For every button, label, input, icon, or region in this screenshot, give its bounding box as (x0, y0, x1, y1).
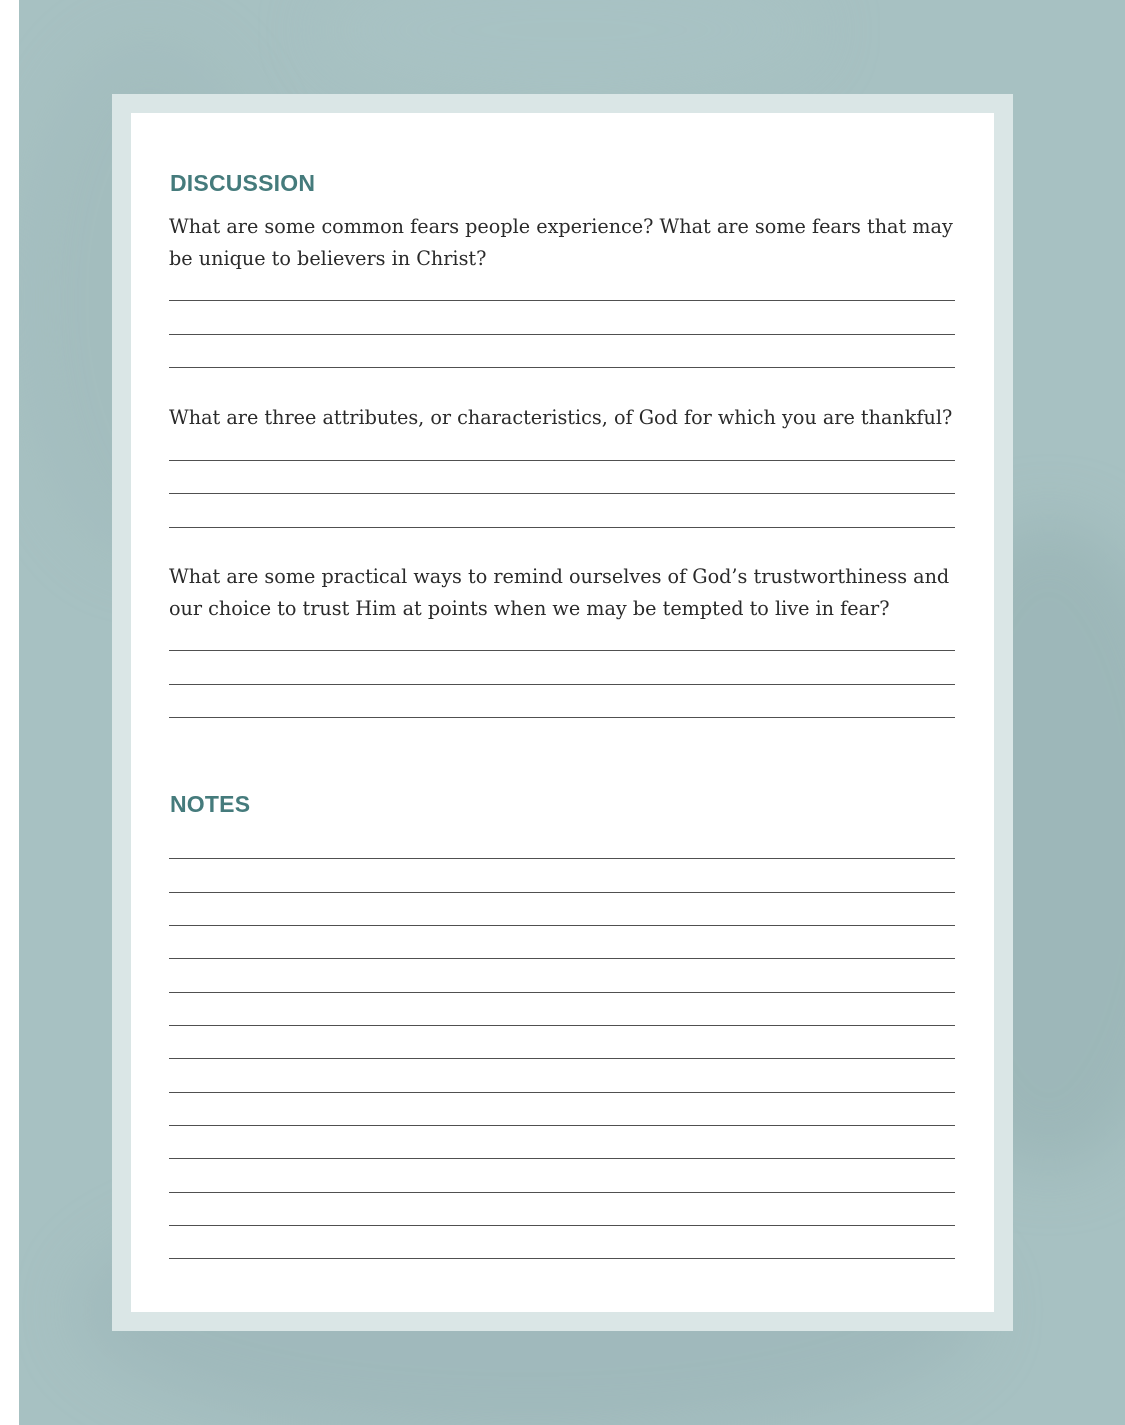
notes-line[interactable] (169, 1225, 955, 1226)
notes-line[interactable] (169, 1125, 955, 1126)
notes-line[interactable] (169, 858, 955, 859)
question-2: What are three attributes, or characteristics, of God for which you are thankful? (169, 406, 953, 429)
notes-line[interactable] (169, 892, 955, 893)
notes-line[interactable] (169, 1158, 955, 1159)
notes-line[interactable] (169, 1092, 955, 1093)
answer-line[interactable] (169, 334, 955, 335)
notes-line[interactable] (169, 1258, 955, 1259)
answer-line[interactable] (169, 300, 955, 301)
worksheet-card (131, 113, 994, 1312)
answer-line[interactable] (169, 650, 955, 651)
notes-line[interactable] (169, 1025, 955, 1026)
answer-line[interactable] (169, 527, 955, 528)
answer-line[interactable] (169, 717, 955, 718)
notes-line[interactable] (169, 1058, 955, 1059)
answer-line[interactable] (169, 493, 955, 494)
notes-line[interactable] (169, 958, 955, 959)
notes-line[interactable] (169, 992, 955, 993)
question-3: What are some practical ways to remind ourselves of God’s trustworthiness and our choice to trust Him at points when we may be tempted to live in fear? (169, 565, 950, 620)
answer-line[interactable] (169, 367, 955, 368)
question-1: What are some common fears people experience? What are some fears that may be unique to believers in Christ? (169, 215, 953, 270)
discussion-heading: DISCUSSION (170, 170, 316, 196)
answer-line[interactable] (169, 460, 955, 461)
answer-line[interactable] (169, 684, 955, 685)
notes-heading: NOTES (170, 791, 251, 817)
notes-line[interactable] (169, 925, 955, 926)
notes-line[interactable] (169, 1192, 955, 1193)
